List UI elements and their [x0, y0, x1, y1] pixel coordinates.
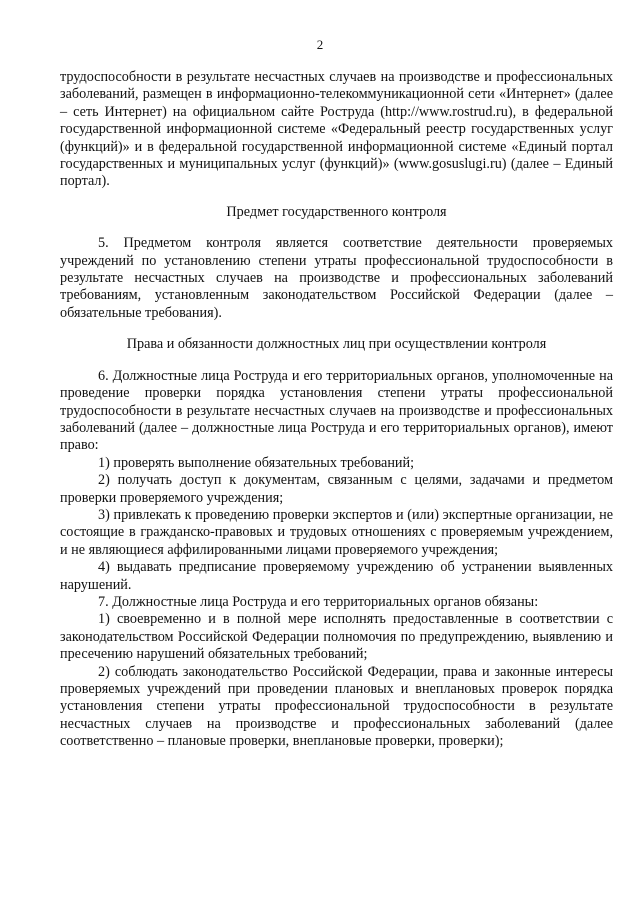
section-heading-subject: Предмет государственного контроля: [226, 203, 447, 220]
paragraph-item-6: 6. Должностные лица Роструда и его территориальных органов, уполномоченные на проведение проверки порядка установления степени утраты профессиональной трудоспособности в результате несчастных случаев на производстве и профессиональных заболеваний (далее – должностные лица Роструда и его территориальных органов), имеют право:: [60, 367, 613, 454]
paragraph-item-7-2: 2) соблюдать законодательство Российской Федерации, права и законные интересы проверяемых учреждений при проведении плановых и внеплановых проверок порядка установления степени утраты профессиональной трудоспособности в результате несчастных случаев на производстве и профессиональных заболеваний (далее соответственно – плановые проверки, внеплановые проверки, проверки);: [60, 663, 613, 750]
paragraph-continuation: трудоспособности в результате несчастных случаев на производстве и профессиональных заболеваний, размещен в информационно-телекоммуникационной сети «Интернет» (далее – сеть Интернет) на официальном сайте Роструда (http://www.rostrud.ru), в федеральной государственной информационной системе «Федеральный реестр государственных услуг (функций)» и в федеральной государственной информационной системе «Единый портал государственных и муниципальных услуг (функций)» (www.gosuslugi.ru) (далее – Единый портал).: [60, 69, 613, 190]
paragraph-item-6-1: 1) проверять выполнение обязательных требований;: [98, 454, 415, 471]
section-heading-rights: Права и обязанности должностных лиц при осуществлении контроля: [126, 336, 547, 353]
document-body: [60, 69, 613, 751]
paragraph-item-7-1: 1) своевременно и в полной мере исполнять предоставленные в соответствии с законодательством Российской Федерации полномочия по предупреждению, выявлению и пресечению нарушений обязательных требований;: [60, 611, 613, 663]
paragraph-item-5: 5. Предметом контроля является соответствие деятельности проверяемых учреждений по установлению степени утраты профессиональной трудоспособности в результате несчастных случаев на производстве и профессиональных заболеваний требованиям, установленным законодательством Российской Федерации (далее – обязательные требования).: [60, 235, 613, 321]
paragraph-item-6-2: 2) получать доступ к документам, связанным с целями, задачами и предметом проверки проверяемого учреждения;: [60, 472, 613, 506]
paragraph-item-6-3: 3) привлекать к проведению проверки экспертов и (или) экспертные организации, не состоящие в гражданско-правовых и трудовых отношениях с проверяемым учреждением, и не являющиеся аффилированными лицами проверяемого учреждения;: [60, 506, 613, 558]
paragraph-item-6-4: 4) выдавать предписание проверяемому учреждению об устранении выявленных нарушений.: [60, 559, 613, 593]
page-number: 2: [316, 37, 324, 52]
paragraph-item-7: 7. Должностные лица Роструда и его территориальных органов обязаны:: [98, 593, 539, 610]
